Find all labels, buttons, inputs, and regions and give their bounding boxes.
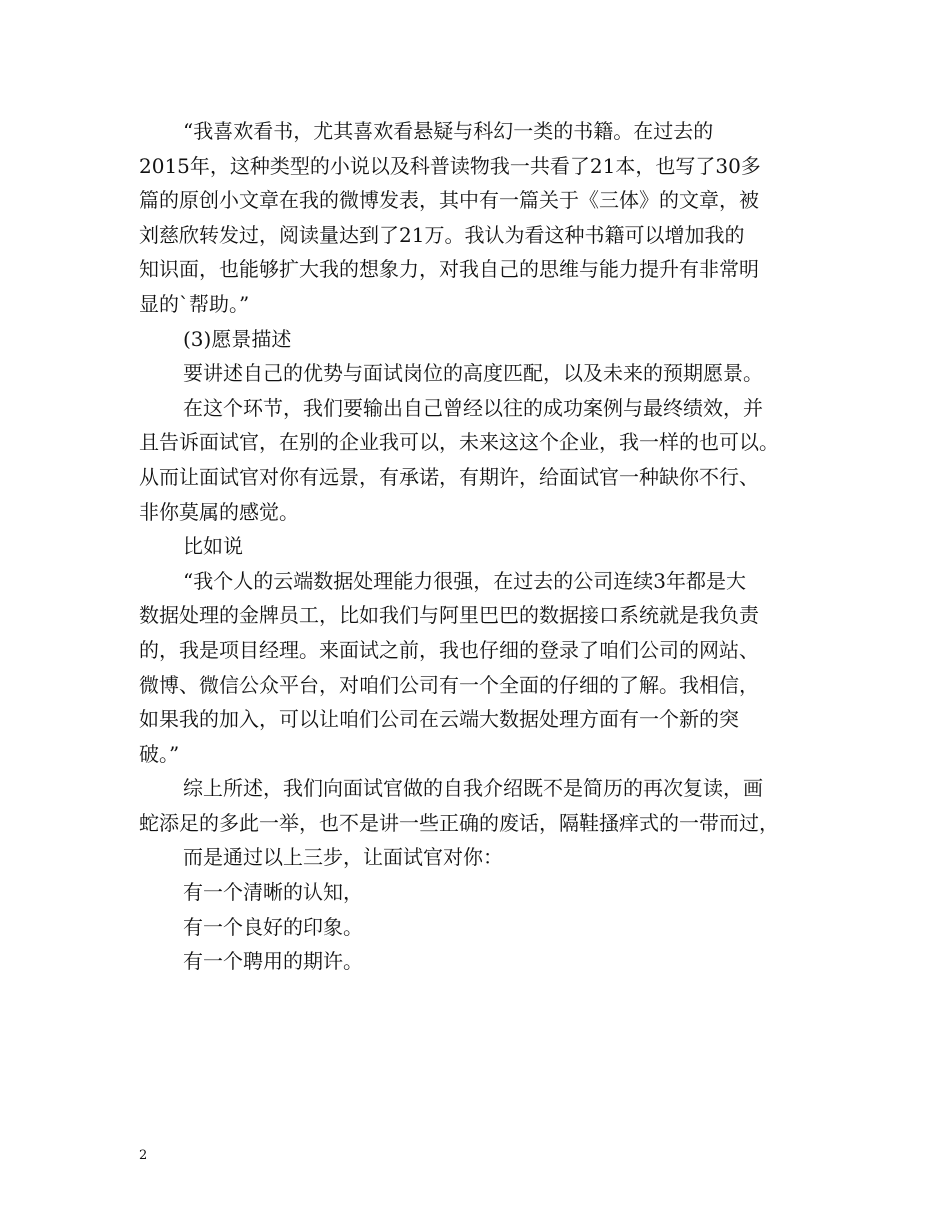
text-line: 非你莫属的感觉。	[139, 499, 299, 524]
text-line: 而是通过以上三步，让面试官对你：	[183, 845, 503, 870]
text-line: 知识面，也能够扩大我的想象力，对我自己的思维与能力提升有非常明	[139, 257, 759, 282]
text-line: 有一个良好的印象。	[183, 914, 363, 939]
text-line: 如果我的加入，可以让咱们公司在云端大数据处理方面有一个新的突	[139, 707, 739, 732]
text-line: 综上所述，我们向面试官做的自我介绍既不是简历的再次复读，画	[183, 776, 763, 801]
text-line: 蛇添足的多此一举，也不是讲一些正确的废话，隔鞋搔痒式的一带而过，	[139, 810, 779, 835]
text-line: 有一个聘用的期许。	[183, 949, 363, 974]
text-line: 数据处理的金牌员工，比如我们与阿里巴巴的数据接口系统就是我负责	[139, 603, 759, 628]
text-line: 刘慈欣转发过，阅读量达到了21万。我认为看这种书籍可以增加我的	[139, 222, 745, 247]
text-line: “我个人的云端数据处理能力很强，在过去的公司连续3年都是大	[183, 568, 746, 593]
text-line: 微博、微信公众平台，对咱们公司有一个全面的仔细的了解。我相信，	[139, 672, 759, 697]
text-line: 比如说	[183, 534, 243, 559]
text-line: 要讲述自己的优势与面试岗位的高度匹配，以及未来的预期愿景。	[183, 361, 763, 386]
page-number: 2	[139, 1148, 148, 1163]
document-body	[139, 114, 829, 979]
text-line: 从而让面试官对你有远景，有承诺，有期许，给面试官一种缺你不行、	[139, 464, 759, 489]
text-line: 篇的原创小文章在我的微博发表，其中有一篇关于《三体》的文章，被	[139, 188, 759, 213]
text-line: 在这个环节，我们要输出自己曾经以往的成功案例与最终绩效，并	[183, 395, 763, 420]
text-line: 且告诉面试官，在别的企业我可以，未来这这个企业，我一样的也可以。	[139, 430, 779, 455]
text-line: (3)愿景描述	[183, 326, 292, 351]
text-line: 有一个清晰的认知，	[183, 880, 363, 905]
text-line: 2015年，这种类型的小说以及科普读物我一共看了21本，也写了30多	[139, 153, 761, 178]
text-line: 的，我是项目经理。来面试之前，我也仔细的登录了咱们公司的网站、	[139, 637, 759, 662]
text-line: 破。”	[139, 741, 180, 766]
text-line: “我喜欢看书，尤其喜欢看悬疑与科幻一类的书籍。在过去的	[183, 119, 714, 143]
text-line: 显的`帮助。”	[139, 291, 250, 316]
